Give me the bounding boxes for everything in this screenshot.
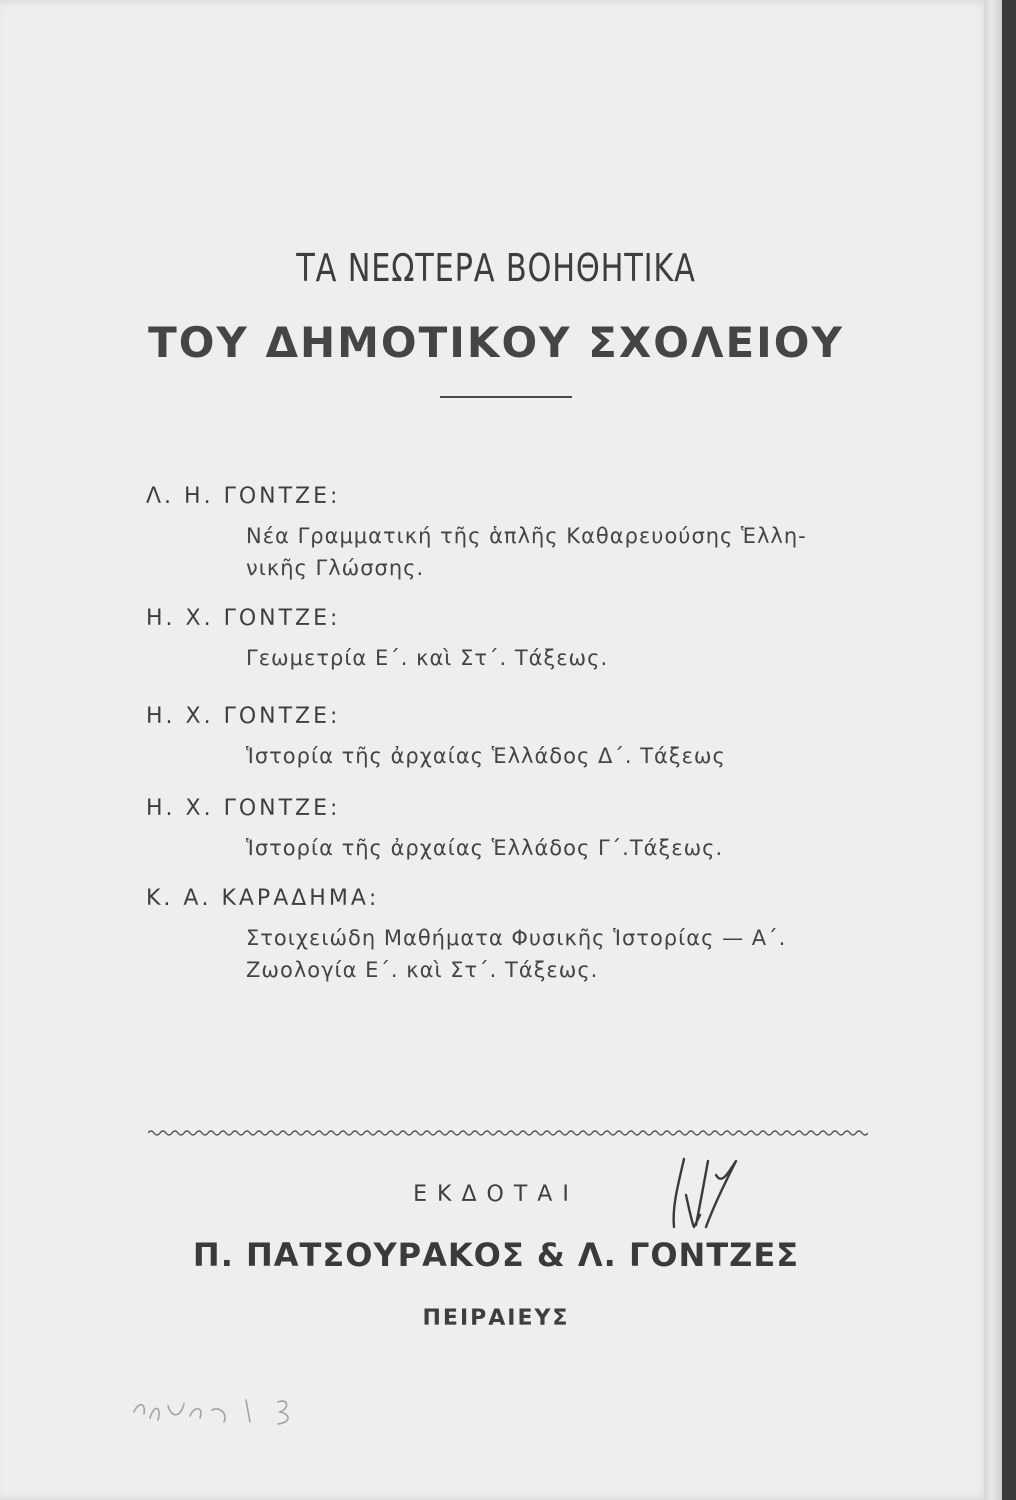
book-author: Η. Χ. ΓΟΝΤΖΕ:: [146, 606, 341, 631]
book-author: Λ. Η. ΓΟΝΤΖΕ:: [146, 484, 341, 509]
publishers-city: ΠΕΙΡΑΙΕΥΣ: [422, 1306, 570, 1331]
book-author: Κ. Α. ΚΑΡΑΔΗΜΑ:: [146, 886, 380, 911]
publishers-names: Π. ΠΑΤΣΟΥΡΑΚΟΣ & Λ. ΓΟΝΤΖΕΣ: [192, 1236, 800, 1274]
book-title: Γεωμετρία Ε΄. καὶ Στ΄. Τάξεως.: [246, 646, 609, 670]
book-author: Η. Χ. ΓΟΝΤΖΕ:: [146, 796, 341, 821]
publishers-label: ΕΚΔΟΤΑΙ: [413, 1182, 579, 1207]
book-author: Η. Χ. ΓΟΝΤΖΕ:: [146, 704, 341, 729]
title-divider: [440, 396, 572, 398]
book-title: Νέα Γραμματική τῆς ἁπλῆς Καθαρευούσης Ἑλλη- νικῆς Γλώσσης.: [246, 524, 807, 580]
handwritten-signature-icon: [656, 1155, 746, 1235]
book-title: Ἱστορία τῆς ἀρχαίας Ἑλλάδος Γ΄.Τάξεως.: [246, 836, 724, 860]
book-title: Στοιχειώδη Μαθήματα Φυσικῆς Ἱστορίας — Α΄. Ζωολογία Ε΄. καὶ Στ΄. Τάξεως.: [246, 926, 787, 982]
page-title-line-1: ΤΑ ΝΕΩΤΕΡΑ ΒΟΗΘΗΤΙΚΑ: [296, 246, 696, 290]
page-edge: [984, 0, 1002, 1500]
pencil-annotation-icon: [128, 1388, 358, 1428]
book-title: Ἱστορία τῆς ἀρχαίας Ἑλλάδος Δ΄. Τάξεως: [246, 744, 726, 768]
wavy-divider: [148, 1122, 868, 1144]
page-title-line-2: ΤΟΥ ΔΗΜΟΤΙΚΟΥ ΣΧΟΛΕΙΟΥ: [148, 318, 844, 367]
